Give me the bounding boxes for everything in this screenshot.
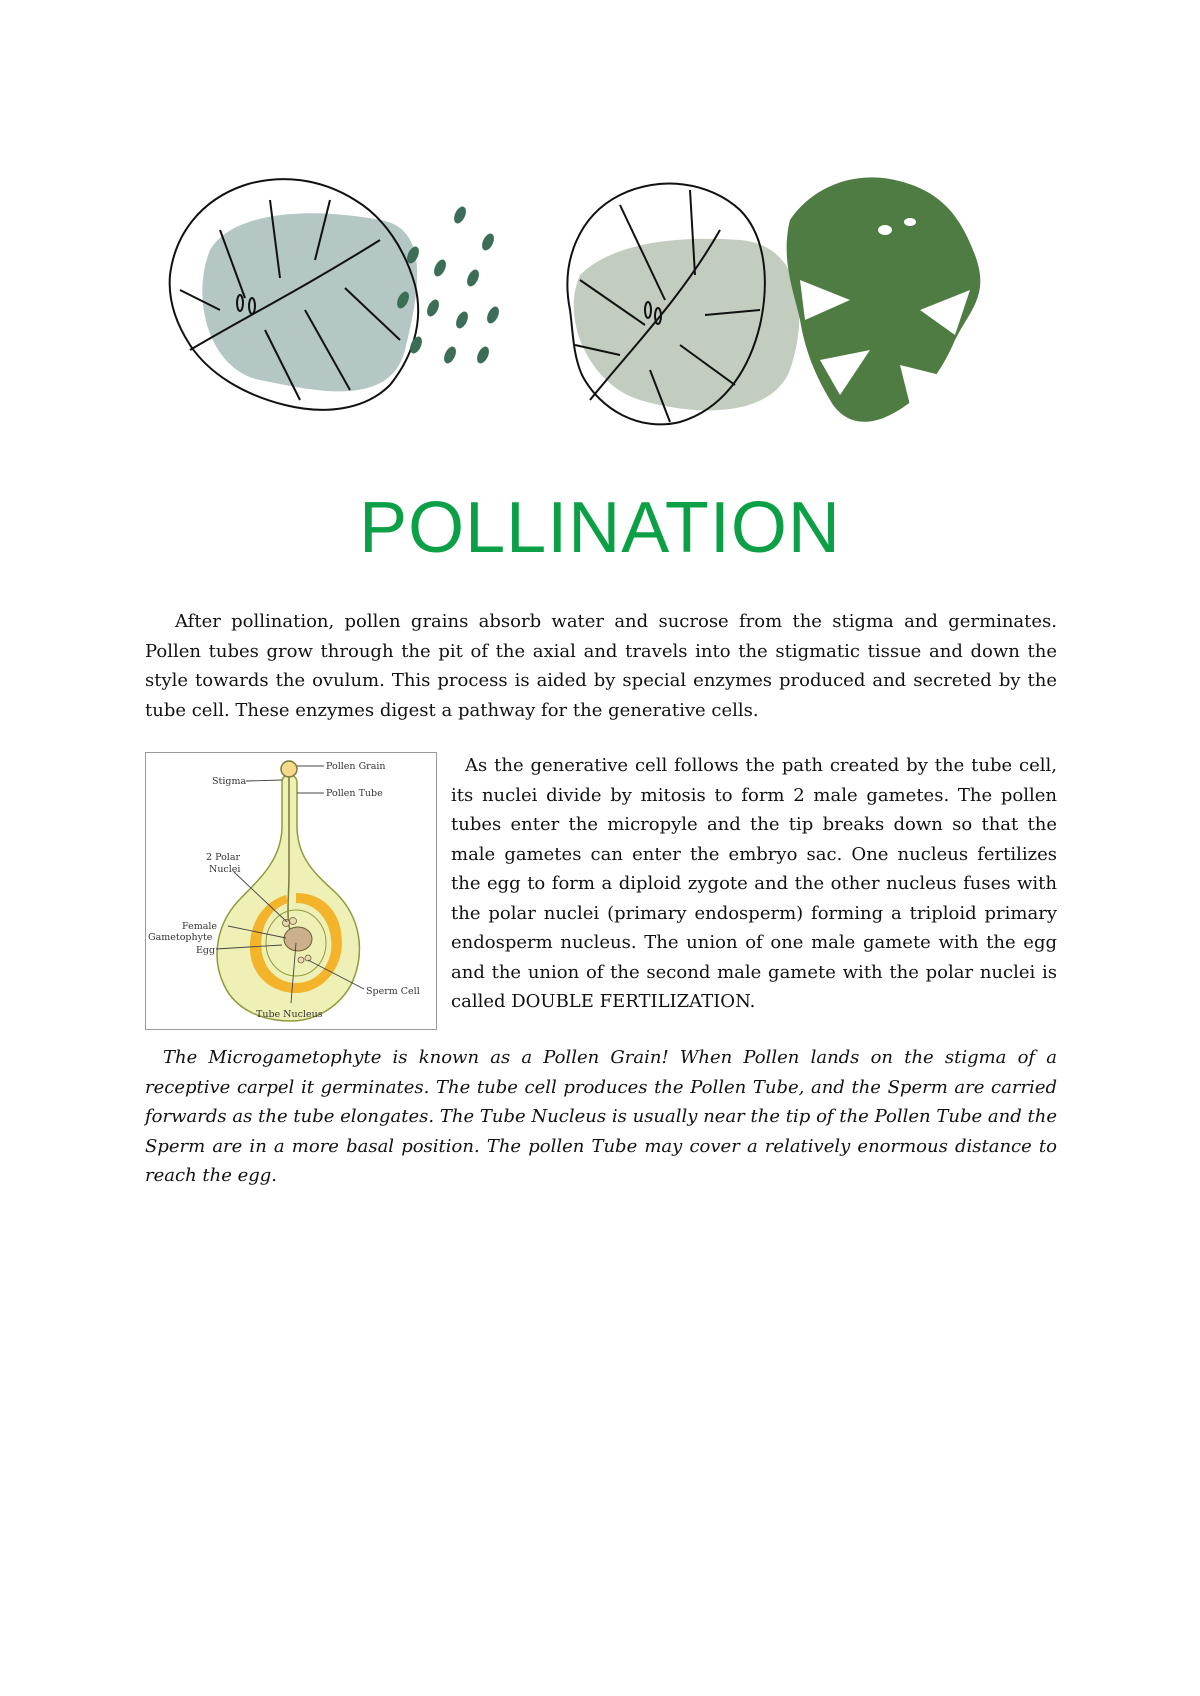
label-pollen-grain: Pollen Grain (326, 761, 386, 772)
label-sperm-cell: Sperm Cell (366, 986, 420, 997)
egg-cell (284, 927, 312, 951)
label-female-1: Female (182, 921, 218, 932)
label-polar-nuclei-1: 2 Polar (206, 852, 241, 863)
italic-paragraph: The Microgametophyte is known as a Pollen Grain! When Pollen lands on the stigma of a receptive carpel it germinates. The tube cell produces the Pollen Tube, and the Sperm are carried forwards as the tube elongates. The Tube Nucleus is usually near the tip of the Pollen Tube and the Sperm are in a more basal position. The pollen Tube may cover a relatively enormous distance to reach the egg. (145, 1047, 1057, 1186)
monstera-leaf-banner (150, 160, 1050, 450)
side-paragraph: As the generative cell follows the path created by the tube cell, its nuclei divide by mitosis to form 2 male gametes. The pollen tubes enter the micropyle and the tip breaks down so that the male gametes can enter the embryo sac. One nucleus fertilizes the egg to form a diploid zygote and the other nucleus fuses with the polar nuclei (primary endosperm) forming a triploid primary endosperm nucleus. The union of one male gamete with the egg and the union of the second male gamete with the polar nuclei is called DOUBLE FERTILIZATION. (451, 755, 1057, 1012)
label-stigma: Stigma (212, 776, 247, 787)
intro-paragraph: After pollination, pollen grains absorb water and sucrose from the stigma and germinates. Pollen tubes grow through the pit of the axial and travels into the stigmatic tissue and down the style towards the ovulum. This process is aided by special enzymes produced and secreted by the tube cell. These enzymes digest a pathway for the generative cells. (145, 611, 1057, 721)
label-female-2: Gametophyte (148, 932, 213, 943)
pollen-grain-circle (281, 761, 297, 777)
sperm-cell-dot (298, 957, 304, 963)
solid-green-leaf (787, 177, 981, 421)
pollen-tube-diagram (145, 752, 437, 1030)
left-blob-shape (202, 213, 417, 391)
label-tube-nucleus: Tube Nucleus (256, 1009, 323, 1020)
label-pollen-tube: Pollen Tube (326, 788, 383, 799)
page-title: POLLINATION (359, 488, 841, 568)
label-egg: Egg (196, 945, 216, 956)
polar-nucleus (290, 918, 297, 925)
right-blob-shape (574, 239, 800, 411)
label-polar-nuclei-2: Nuclei (209, 864, 241, 875)
